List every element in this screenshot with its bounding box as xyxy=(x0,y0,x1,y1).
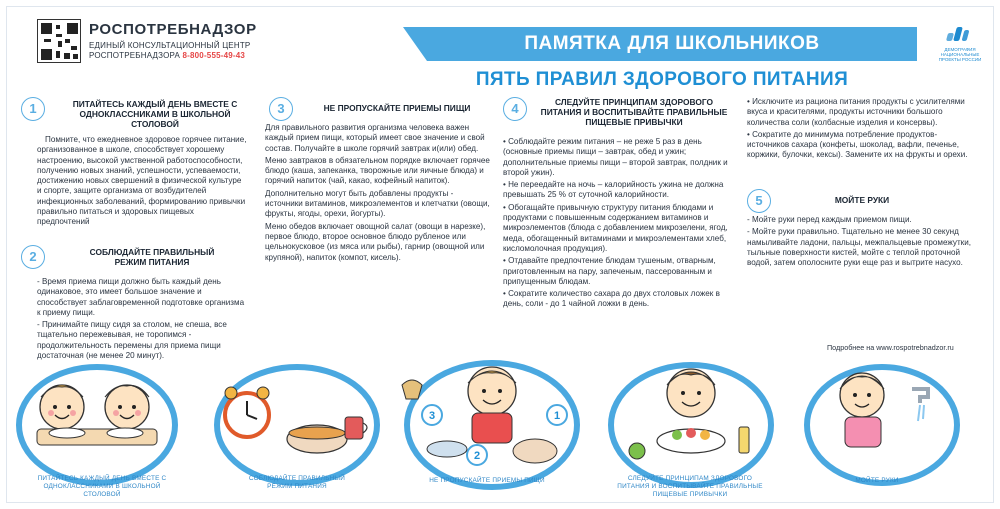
hand-washing-illustration xyxy=(807,367,957,483)
rule-2-paragraph: - Принимайте пищу сидя за столом, не спеша, все тщательно пережевывая, не торопимся - продолжительность перемены для приема пищи достаточная (не менее 20 минут). xyxy=(37,320,227,361)
caption-1: ПИТАЙТЕСЬ КАЖДЫЙ ДЕНЬ ВМЕСТЕ С ОДНОКЛАССНИКАМИ В ШКОЛЬНОЙ СТОЛОВОЙ xyxy=(37,475,167,498)
more-info-link[interactable]: Подробнее на www.rospotrebnadzor.ru xyxy=(827,343,954,352)
rule-4-body xyxy=(503,137,731,312)
org-name: РОСПОТРЕБНАДЗОР xyxy=(89,21,257,38)
caption-5: МОЙТЕ РУКИ xyxy=(855,477,899,484)
rule-4-paragraph: • Соблюдайте режим питания – не реже 5 раз в день (основные приемы пищи – завтрак, обед и ужин; дополнительные приемы пищи – второй завтрак, полдник и второй ужин). xyxy=(503,137,728,177)
healthy-food-illustration xyxy=(611,365,771,485)
rule-2-number: 2 xyxy=(21,245,45,269)
rule-5-paragraph: - Мойте руки правильно. Тщательно не менее 30 секунд намыливайте ладони, пальцы, межпальцевые промежутки, тыльные поверхности кистей, мойте с теплой проточной водой, затем ополосните руки еще раз и вытрите насухо. xyxy=(747,227,971,268)
svg-text:3: 3 xyxy=(428,410,436,422)
meal-schedule-illustration xyxy=(217,367,377,483)
page-subtitle: ПЯТЬ ПРАВИЛ ЗДОРОВОГО ПИТАНИЯ xyxy=(475,69,849,90)
rule-1-heading: ПИТАЙТЕСЬ КАЖДЫЙ ДЕНЬ ВМЕСТЕ С ОДНОКЛАССНИКАМИ В ШКОЛЬНОЙ СТОЛОВОЙ xyxy=(72,99,238,129)
org-line-2-label: РОСПОТРЕБНАДЗОРА xyxy=(89,51,181,60)
rule-5-body xyxy=(747,215,975,270)
rule-4-paragraph: • Не переедайте на ночь – калорийность ужина не должна превышать 25 % от суточной калорийности. xyxy=(503,180,724,200)
rule-5-heading: МОЙТЕ РУКИ xyxy=(834,195,890,205)
badge-text: ДЕМОГРАФИЯ НАЦИОНАЛЬНЫЕ ПРОЕКТЫ РОССИИ xyxy=(938,47,982,62)
kids-eating-together-illustration xyxy=(19,367,175,483)
hotline-phone: 8-800-555-49-43 xyxy=(182,51,246,60)
rule-4-extra-paragraph: • Сократите до минимума потребление продуктов-источников сахара (конфеты, шоколад, вафли, печенье, коржики, булочки, кексы). Замените их на фрукты и орехи. xyxy=(747,129,968,160)
rule-5-number: 5 xyxy=(747,189,771,213)
rospotrebnadzor-logo xyxy=(37,19,297,67)
qr-code-icon xyxy=(37,19,81,63)
rule-3-paragraph: Меню обедов включает овощной салат (овощи в нарезке), первое блюдо, второе основное блюдо рубленое или цельнокусковое (из мяса или рыбы), гарнир (овощной или крупяной), напиток (компот, кисель). xyxy=(265,221,486,262)
caption-3: НЕ ПРОПУСКАЙТЕ ПРИЕМЫ ПИЩИ xyxy=(429,477,545,484)
rule-5-paragraph: - Мойте руки перед каждым приемом пищи. xyxy=(747,215,912,224)
rule-3-paragraph: Для правильного развития организма человека важен каждый прием пищи, который имеет свое значение и свой состав. Получайте в школе горячий завтрак и(или) обед. xyxy=(265,123,485,153)
rule-1-paragraph: Помните, что ежедневное здоровое горячее питание, организованное в школе, способствует хорошему настроению, высокой умственной работоспособности, получению новых знаний, успешности, успеваемости, достижению новых свершений в физической культуре и спорте, защите организма от возбудителей инфекционных заболеваний, формированию привычки правильно питаться и здоровых пищевых предпочтений xyxy=(37,135,247,227)
rule-4-paragraph: • Сократите количество сахара до двух столовых ложек в день, соли - до 1 чайной ложки в день. xyxy=(503,289,720,309)
rule-2-paragraph: - Время приема пищи должно быть каждый день одинаковое, это имеет большое значение и способствует заблаговременной подготовке организма к приему пищи. xyxy=(37,277,245,317)
rule-3-paragraph: Дополнительно могут быть добавлены продукты - источники витаминов, микроэлементов и клетчатки (овощи, фрукты, ягоды, орехи, йогурты). xyxy=(265,188,490,219)
rule-3-body xyxy=(265,123,493,265)
rule-2-heading: СОБЛЮДАЙТЕ ПРАВИЛЬНЫЙ РЕЖИМ ПИТАНИЯ xyxy=(89,247,215,267)
rule-1-number: 1 xyxy=(21,97,45,121)
regular-meals-illustration xyxy=(402,363,577,487)
poster xyxy=(6,6,994,503)
rule-4-heading: СЛЕДУЙТЕ ПРИНЦИПАМ ЗДОРОВОГО ПИТАНИЯ И ВОСПИТЫВАЙТЕ ПРАВИЛЬНЫЕ ПИЩЕВЫЕ ПРИВЫЧКИ xyxy=(540,97,728,127)
rule-3-number: 3 xyxy=(269,97,293,121)
rule-3-heading: НЕ ПРОПУСКАЙТЕ ПРИЕМЫ ПИЩИ xyxy=(323,103,471,113)
svg-text:2: 2 xyxy=(473,450,481,462)
national-projects-logo xyxy=(937,25,983,65)
rule-2-body xyxy=(37,277,247,363)
rule-3-paragraph: Меню завтраков в обязательном порядке включает горячее блюдо (каша, запеканка, творожные или яичные блюда) и горячий напиток (чай, какао, кофейный напиток). xyxy=(265,155,490,186)
rule-4-extra-paragraph: • Исключите из рациона питания продукты с усилителями вкуса и красителями, продукты источники большого количества соли (колбасные изделия и консервы). xyxy=(747,97,965,127)
org-line-1: ЕДИНЫЙ КОНСУЛЬТАЦИОННЫЙ ЦЕНТР xyxy=(89,41,251,50)
rule-1-body xyxy=(37,135,247,230)
caption-4: СЛЕДУЙТЕ ПРИНЦИПАМ ЗДОРОВОГО ПИТАНИЯ И ВОСПИТЫВАЙТЕ ПРАВИЛЬНЫЕ ПИЩЕВЫЕ ПРИВЫЧКИ xyxy=(617,475,763,498)
page-title: ПАМЯТКА ДЛЯ ШКОЛЬНИКОВ xyxy=(524,33,820,54)
rule-4-continued xyxy=(747,97,975,163)
caption-2: СОБЛЮДАЙТЕ ПРАВИЛЬНЫЙ РЕЖИМ ПИТАНИЯ xyxy=(248,475,346,490)
rule-4-paragraph: • Отдавайте предпочтение блюдам тушеным, отварным, приготовленным на пару, запеченым, пассерованным и припущенным блюдам. xyxy=(503,256,716,286)
org-line-2 xyxy=(89,51,245,60)
rule-4-paragraph: • Обогащайте привычную структуру питания блюдами и продуктами с повышенным содержанием витаминов и микроэлементов (блюда с добавлением микрозелени, ягод, меда, обогащенный витаминами и микроэлементами хлеб, кисломолочная продукция). xyxy=(503,202,728,253)
svg-text:1: 1 xyxy=(553,410,561,422)
title-band xyxy=(427,27,917,61)
rule-4-number: 4 xyxy=(503,97,527,121)
